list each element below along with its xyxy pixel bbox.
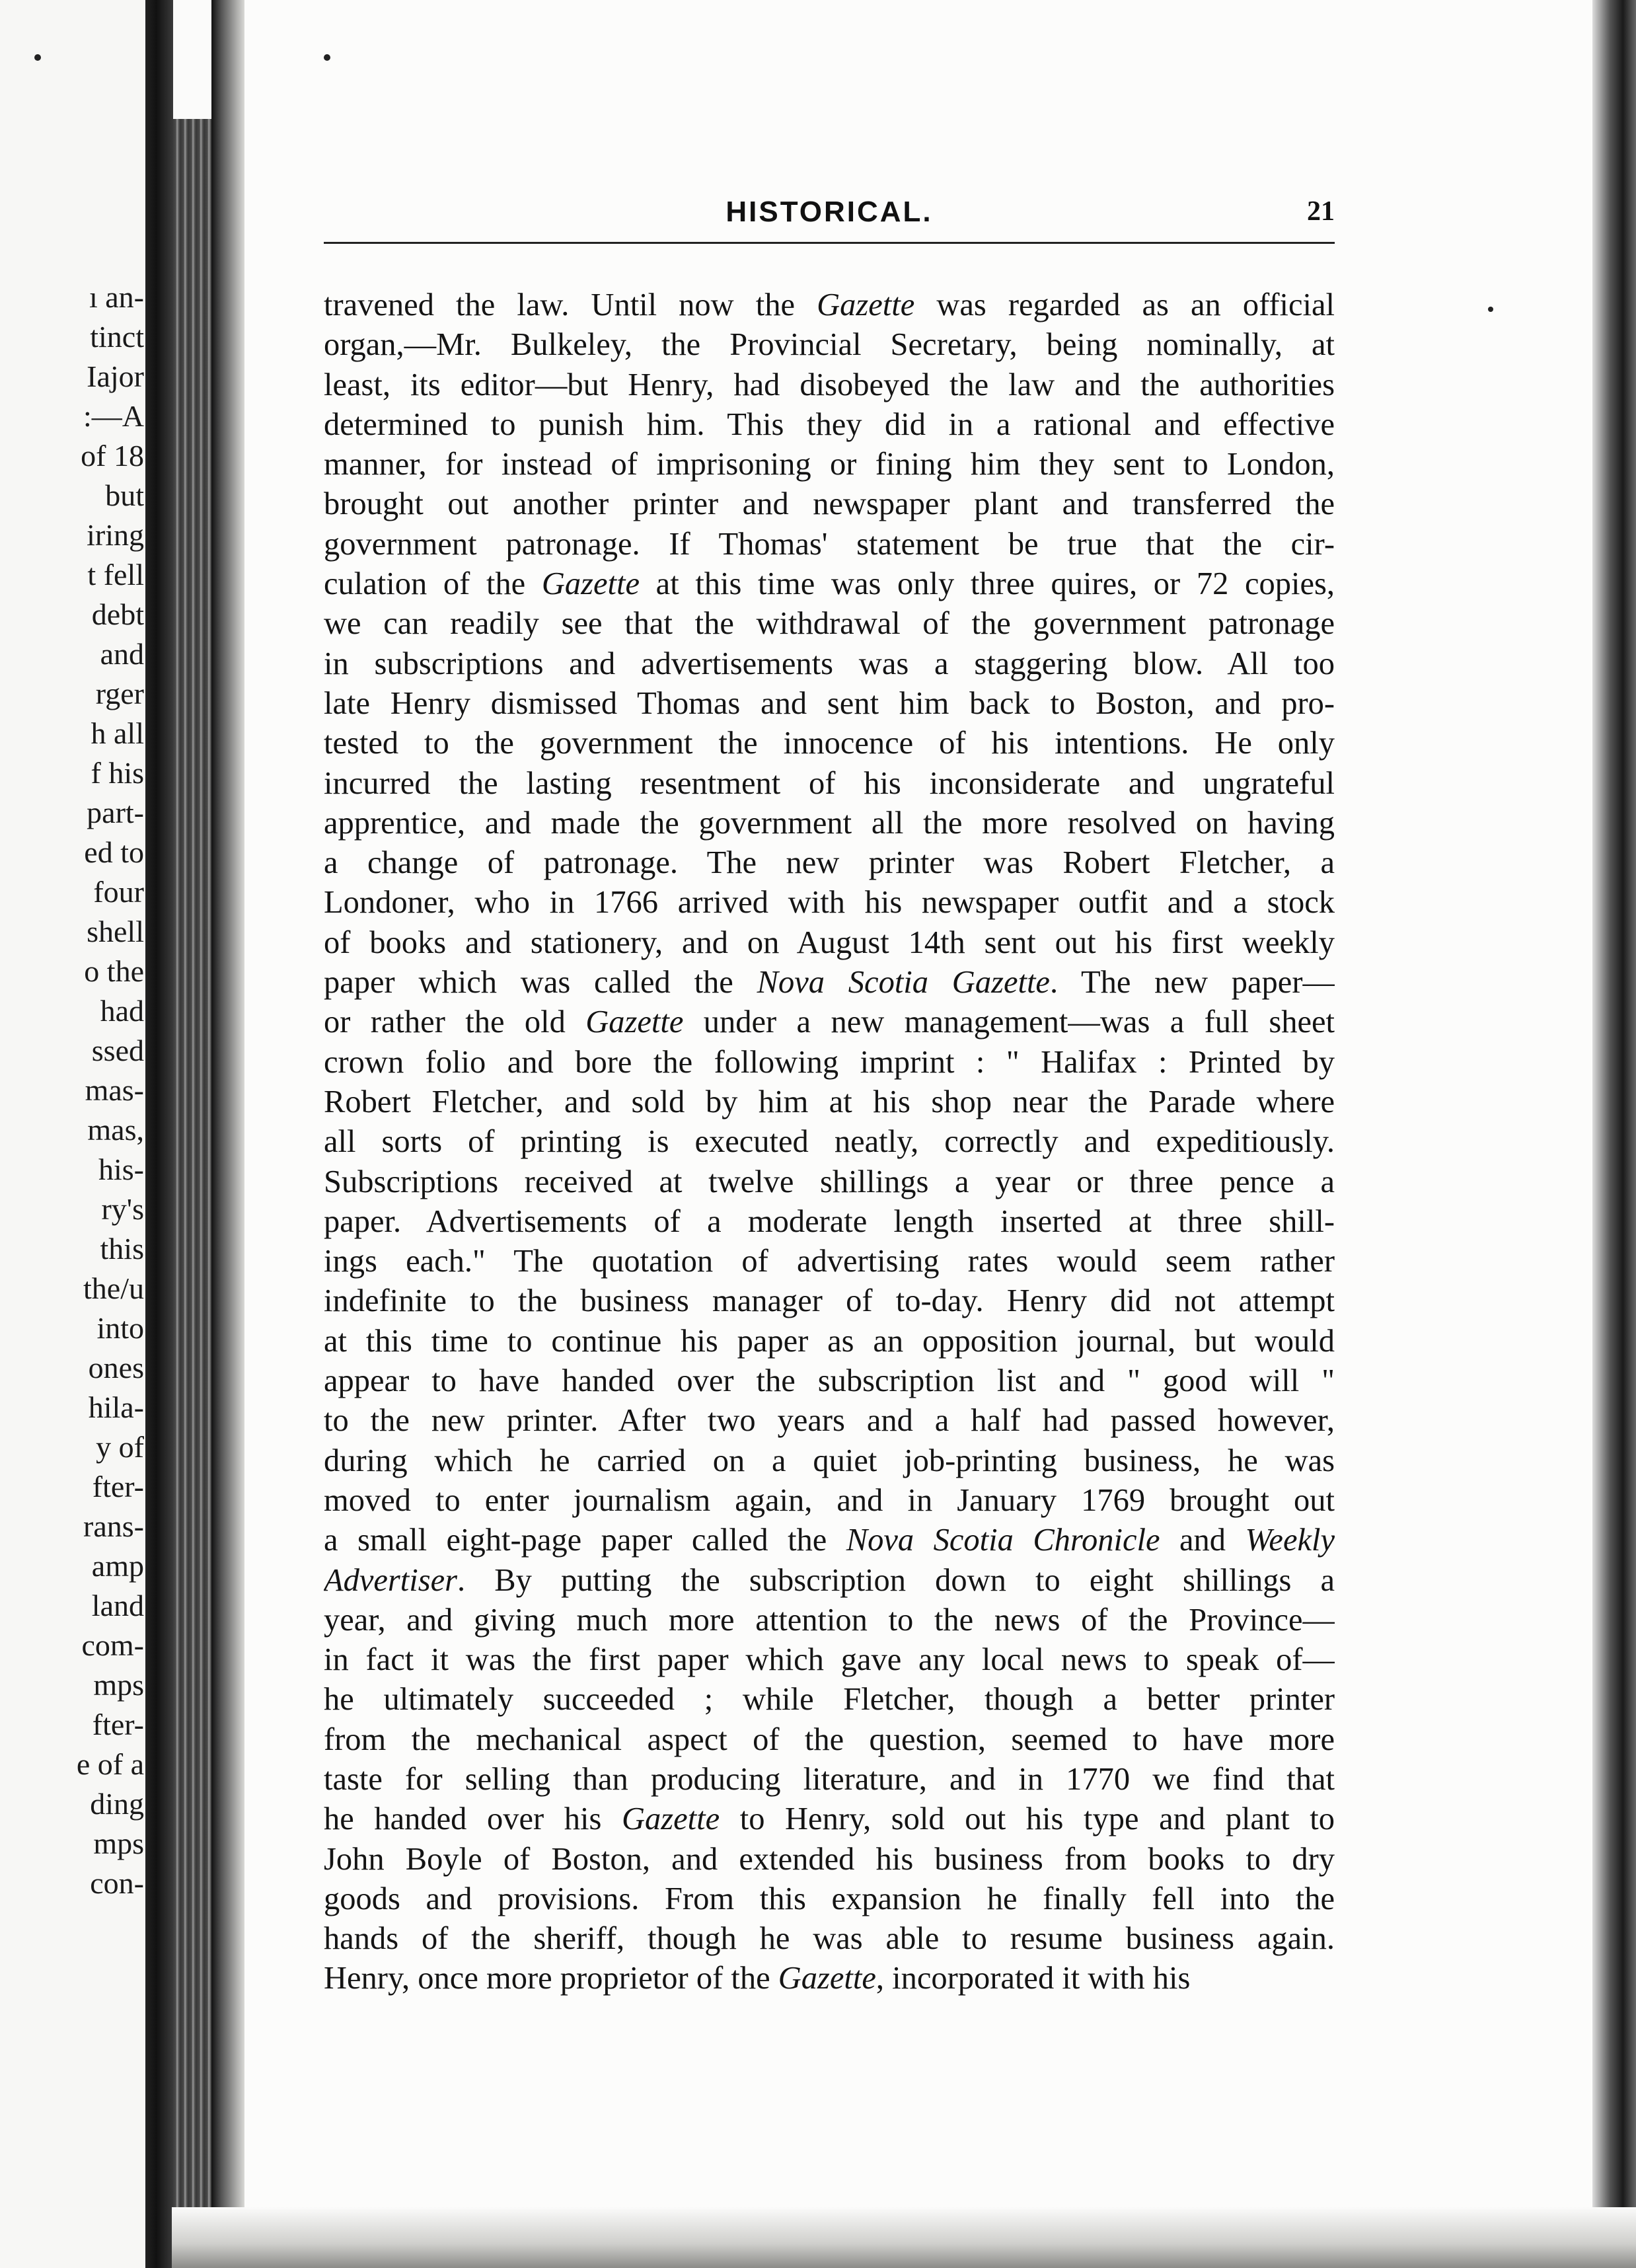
- text-run: to the new printer. After two years and a half had passed however,: [324, 1403, 1335, 1439]
- facing-page-line: :—A: [83, 399, 144, 433]
- facing-page-line: mps: [93, 1827, 144, 1860]
- facing-page-line: fter-: [92, 1708, 144, 1741]
- text-run: tested to the government the innocence of his intentions. He only: [324, 726, 1335, 761]
- text-run: incurred the lasting resentment of his inconsiderate and ungrateful: [324, 765, 1335, 801]
- text-line: [324, 1242, 1335, 1281]
- text-run: , incorporated it with his: [875, 1961, 1191, 1996]
- facing-page-line: amp: [91, 1549, 144, 1583]
- text-run: apprentice, and made the government all the more resolved on having: [324, 805, 1335, 841]
- text-run: at this time was only three quires, or 72 copies,: [640, 566, 1335, 602]
- text-run: and: [1160, 1523, 1246, 1558]
- facing-page-text-fragments: [0, 278, 144, 1903]
- page-number: 21: [1307, 196, 1335, 227]
- italic-title: Advertiser: [324, 1562, 458, 1598]
- page-right-edge: [1592, 0, 1636, 2268]
- text-run: appear to have handed over the subscription list and " good will ": [324, 1363, 1335, 1399]
- text-run: year, and giving much more attention to the news of the Province—: [324, 1602, 1335, 1638]
- facing-page-line: Iajor: [87, 359, 144, 393]
- facing-page-line: y of: [96, 1430, 144, 1464]
- text-run: brought out another printer and newspaper plant and transferred the: [324, 486, 1335, 522]
- facing-page-line: of 18: [81, 439, 144, 472]
- text-run: travened the law. Until now the: [324, 287, 817, 322]
- facing-page-line: e of a: [76, 1747, 144, 1781]
- facing-page-line: this: [100, 1232, 144, 1266]
- text-line: [324, 1322, 1335, 1361]
- text-line: [324, 1202, 1335, 1242]
- text-run: crown folio and bore the following imprint : " Halifax : Printed by: [324, 1044, 1335, 1080]
- text-run: least, its editor—but Henry, had disobeyed the law and the authorities: [324, 367, 1335, 402]
- facing-page-line: com-: [81, 1628, 144, 1662]
- text-line: [324, 843, 1335, 883]
- facing-page-line: o the: [84, 954, 144, 988]
- text-line: [324, 1481, 1335, 1521]
- facing-page-line: ed to: [84, 835, 144, 869]
- facing-page-line: the/u: [83, 1271, 144, 1305]
- italic-title: Gazette: [817, 287, 915, 322]
- running-head-title: HISTORICAL.: [725, 196, 933, 228]
- facing-page-line: iring: [87, 518, 144, 552]
- ink-speck: [1488, 307, 1493, 312]
- text-run: taste for selling than producing literature, and in 1770 we find that: [324, 1761, 1335, 1797]
- text-run: during which he carried on a quiet job-printing business, he was: [324, 1443, 1335, 1478]
- facing-page-line: but: [105, 478, 144, 512]
- text-run: government patronage. If Thomas' statement be true that the cir-: [324, 526, 1335, 562]
- text-line: [324, 1043, 1335, 1082]
- page-stack-edges: [173, 119, 211, 2234]
- text-line: [324, 325, 1335, 365]
- text-line: [324, 1640, 1335, 1680]
- text-line: [324, 1840, 1335, 1879]
- text-run: or rather the old: [324, 1004, 586, 1040]
- text-run: a change of patronage. The new printer was Robert Fletcher, a: [324, 845, 1335, 881]
- ink-speck: [324, 54, 330, 61]
- text-run: he ultimately succeeded ; while Fletcher, though a better printer: [324, 1682, 1335, 1718]
- text-line: [324, 445, 1335, 484]
- text-line: [324, 764, 1335, 804]
- header-rule: [324, 242, 1335, 244]
- text-run: hands of the sheriff, though he was able to resume business again.: [324, 1921, 1335, 1957]
- text-line: [324, 1361, 1335, 1401]
- text-line: [324, 724, 1335, 763]
- facing-page-line: ding: [90, 1787, 144, 1821]
- text-line: [324, 1760, 1335, 1799]
- text-line: [324, 1919, 1335, 1959]
- page-binding-shadow: [211, 0, 244, 2268]
- text-line: [324, 604, 1335, 644]
- facing-page-line: h all: [91, 716, 144, 750]
- facing-page-line: con-: [90, 1866, 144, 1900]
- italic-title: Weekly: [1245, 1523, 1335, 1558]
- facing-page-line: and: [100, 637, 144, 671]
- text-run: . The new paper—: [1049, 965, 1335, 1001]
- italic-title: Nova Scotia Chronicle: [846, 1523, 1160, 1558]
- page-bottom-edge: [172, 2207, 1636, 2268]
- text-run: goods and provisions. From this expansion he finally fell into the: [324, 1881, 1335, 1916]
- text-run: Henry, once more proprietor of the: [324, 1961, 778, 1996]
- text-run: we can readily see that the withdrawal of the government patronage: [324, 606, 1335, 642]
- italic-title: Gazette: [778, 1961, 876, 1996]
- text-line: [324, 405, 1335, 445]
- text-run: ings each." The quotation of advertising rates would seem rather: [324, 1244, 1335, 1279]
- text-run: in fact it was the first paper which gave any local news to speak of—: [324, 1642, 1335, 1678]
- text-line: [324, 963, 1335, 1002]
- text-line: [324, 1162, 1335, 1202]
- text-line: [324, 1002, 1335, 1042]
- text-run: to Henry, sold out his type and plant to: [720, 1801, 1335, 1837]
- text-run: culation of the: [324, 566, 542, 602]
- text-line: [324, 644, 1335, 684]
- text-line: [324, 1680, 1335, 1720]
- text-line: [324, 564, 1335, 604]
- facing-page-line: shell: [87, 915, 144, 948]
- text-run: he handed over his: [324, 1801, 622, 1837]
- text-run: was regarded as an official: [914, 287, 1335, 322]
- text-line: [324, 1122, 1335, 1162]
- text-line: [324, 804, 1335, 843]
- italic-title: Gazette: [585, 1004, 684, 1040]
- ink-speck: [34, 54, 41, 61]
- facing-page-line: four: [93, 875, 144, 909]
- text-line: [324, 1561, 1335, 1601]
- facing-page-line: land: [91, 1589, 144, 1622]
- facing-page-line: debt: [91, 597, 144, 631]
- text-line: [324, 484, 1335, 524]
- text-line: [324, 1521, 1335, 1560]
- facing-page-line: into: [96, 1311, 144, 1345]
- text-line: [324, 883, 1335, 923]
- facing-page-line: ı an-: [89, 280, 144, 314]
- italic-title: Gazette: [541, 566, 640, 602]
- book-gutter: [145, 0, 173, 2268]
- text-line: [324, 1441, 1335, 1481]
- facing-page-line: rans-: [83, 1509, 144, 1543]
- facing-page-line: mas,: [87, 1113, 144, 1147]
- text-run: determined to punish him. This they did in a rational and effective: [324, 406, 1335, 442]
- text-run: Subscriptions received at twelve shillings a year or three pence a: [324, 1164, 1335, 1199]
- text-run: John Boyle of Boston, and extended his business from books to dry: [324, 1841, 1335, 1877]
- text-run: of books and stationery, and on August 14th sent out his first weekly: [324, 925, 1335, 960]
- text-line: [324, 923, 1335, 963]
- text-run: all sorts of printing is executed neatly, correctly and expeditiously.: [324, 1124, 1335, 1160]
- text-line: [324, 365, 1335, 405]
- facing-page-line: ssed: [91, 1034, 144, 1067]
- text-line: [324, 1401, 1335, 1441]
- facing-page-line: mps: [93, 1668, 144, 1702]
- facing-page-line: hila-: [88, 1390, 144, 1424]
- body-text: [324, 285, 1335, 1999]
- facing-page-edge: [0, 0, 152, 2268]
- text-line: [324, 285, 1335, 325]
- facing-page-line: mas-: [85, 1073, 144, 1107]
- facing-page-line: rger: [95, 677, 144, 710]
- text-line: [324, 1799, 1335, 1839]
- text-line: [324, 1879, 1335, 1919]
- text-run: paper which was called the: [324, 965, 757, 1001]
- facing-page-line: f his: [91, 756, 144, 790]
- text-run: Robert Fletcher, and sold by him at his shop near the Parade where: [324, 1084, 1335, 1119]
- italic-title: Nova Scotia Gazette: [757, 965, 1050, 1001]
- facing-page-line: had: [100, 994, 144, 1028]
- facing-page-line: fter-: [92, 1470, 144, 1503]
- text-run: paper. Advertisements of a moderate length inserted at three shill-: [324, 1203, 1335, 1239]
- italic-title: Gazette: [621, 1801, 720, 1837]
- facing-page-line: his-: [98, 1153, 144, 1186]
- text-line: [324, 1720, 1335, 1760]
- text-run: moved to enter journalism again, and in January 1769 brought out: [324, 1482, 1335, 1518]
- text-line: [324, 525, 1335, 564]
- text-line: [324, 1601, 1335, 1640]
- text-run: from the mechanical aspect of the question, seemed to have more: [324, 1721, 1335, 1757]
- text-run: a small eight-page paper called the: [324, 1523, 846, 1558]
- text-run: indefinite to the business manager of to-day. Henry did not attempt: [324, 1283, 1335, 1319]
- text-run: in subscriptions and advertisements was a staggering blow. All too: [324, 646, 1335, 681]
- facing-page-line: t fell: [87, 558, 144, 591]
- running-head: [324, 196, 1335, 235]
- text-run: Londoner, who in 1766 arrived with his newspaper outfit and a stock: [324, 885, 1335, 921]
- text-line: [324, 1082, 1335, 1122]
- text-run: organ,—Mr. Bulkeley, the Provincial Secretary, being nominally, at: [324, 327, 1335, 363]
- facing-page-line: ones: [88, 1351, 144, 1384]
- text-line: [324, 1281, 1335, 1321]
- text-run: under a new management—was a full sheet: [683, 1004, 1335, 1040]
- text-line: [324, 1959, 1335, 1998]
- facing-page-line: part-: [87, 796, 144, 829]
- text-line: [324, 684, 1335, 724]
- text-run: at this time to continue his paper as an opposition journal, but would: [324, 1323, 1335, 1359]
- text-run: late Henry dismissed Thomas and sent him back to Boston, and pro-: [324, 685, 1335, 721]
- facing-page-line: tinct: [90, 320, 144, 354]
- text-run: manner, for instead of imprisoning or fining him they sent to London,: [324, 447, 1335, 482]
- text-run: . By putting the subscription down to eight shillings a: [457, 1562, 1335, 1598]
- facing-page-line: ry's: [101, 1192, 144, 1226]
